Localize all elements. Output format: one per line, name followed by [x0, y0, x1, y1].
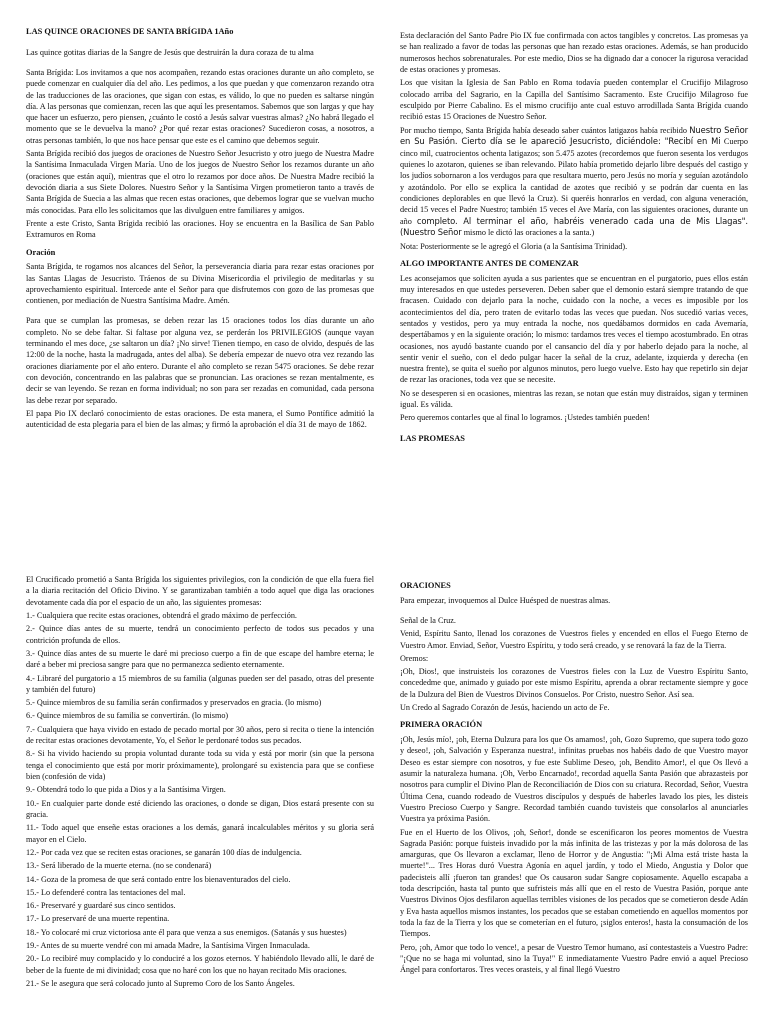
section-heading: ORACIONES [400, 581, 451, 590]
promise-list [26, 610, 374, 989]
promise-item: 6.- Quince miembros de su familia se convertirán. (lo mismo) [26, 711, 229, 721]
promise-item: 13.- Será liberado de la muerte eterna. (no se condenará) [26, 861, 212, 871]
promise-item: 7.- Cualquiera que haya vivido en estado de pecado mortal por 30 años, pero si recita o tiene la intención de recitar estas oraciones devotamente, Yo, el Señor le perdonaré todos sus pecados. [26, 724, 374, 746]
page-1 [26, 26, 374, 433]
promise-item: 21.- Se le asegura que será colocado junto al Supremo Coro de los Santo Ángeles. [26, 979, 295, 988]
paragraph: Pero queremos contarles que al final lo logramos. ¡Ustedes también pueden! [400, 413, 650, 423]
paragraph: ¡Oh, Dios!, que instruisteis los corazones de Vuestros fieles con la Luz de Vuestro Espíritu Santo, concededme que, animado y guiado por este mismo Espíritu, aprenda a obrar rectamente siempre y goce de la Dulzura del Bien de Vuestros Divinos Consuelos. Por Cristo, nuestro Señor. Así sea. [400, 667, 748, 699]
paragraph: Santa Brígida, te rogamos nos alcances del Señor, la perseverancia diaria para rezar estas oraciones por las Santas Llagas de Jesucristo. Tráenos de su Divina Misericordia el privilegio de meditarlas y su aprovechamiento espiritual. Intercede ante el Señor para que disfrutemos con gozo de las promesas que contienen, por mediación de Nuestra Santísima Madre. Amén. [26, 262, 374, 306]
document-title: LAS QUINCE ORACIONES DE SANTA BRÍGIDA 1Año [26, 27, 234, 36]
promise-item: 14.- Goza de la promesa de que será contado entre los bienaventurados del cielo. [26, 874, 291, 884]
paragraph: Pero, ¡oh, Amor que todo lo vence!, a pesar de Vuestro Temor humano, así contestasteis a Vuestro Padre: "¡Que no se haga mi voluntad, sino la Tuya!" E inmediatamente Vuestro Padre envió a aquel Precioso Ángel para confortaros. Tres veces orasteis, y al final llegó Vuestro [400, 942, 748, 975]
paragraph: ¡Oh, Jesús mío!, ¡oh, Eterna Dulzura para los que Os amamos!, ¡oh, Gozo Supremo, que supera todo gozo y deseo!, ¡oh, Salvación y Esperanza nuestra!, infinitas pruebas nos habéis dado de que Vuestro mayor Deseo es estar siempre con nosotros, y fue este Sublime Deseo, ¡oh, Bendito Amor!, el que Os llevó a asumir la naturaleza humana. ¡Oh, Verbo Encarnado!, recordad aquella Santa Pasión que abrazasteis por nosotros para cumplir el Divino Plan de Reconciliación de Dios con su criatura. Recordad, Señor, Vuestra Última Cena, cuando rodeado de Vuestros discípulos y después de haberles lavado los pies, les disteis Vuestro Precioso Cuerpo y Sangre. Recordad también cuando tuvisteis que consolarlos al anunciarles Vuestra ya próxima Pasión. [400, 735, 748, 824]
text-run: Por mucho tiempo, Santa Brígida había deseado saber cuántos latigazos había recibido [400, 125, 687, 135]
paragraph: Les aconsejamos que soliciten ayuda a sus parientes que se encuentran en el purgatorio, pues ellos están muy interesados en que ustedes perseveren. Deben saber que el demonio estará siempre tratando de que fracasen. Cuidado con dejarlo para la noche, cuidado con la noche, a veces es imposible por los acontecimientos del día, pero traten de evitarlo todas las veces que puedan. Nos sucedió varias veces, sentados y vestidos, pero ya muy entrada la noche, nos quedábamos dormidos en cada Avemaría, despertábamos y en la siguiente oración; lo mismo: tardamos tres veces el tiempo acostumbrado. En otras ocasiones, nos ayudó bastante cuando por el cansancio del día y por haberlo dejado para la noche, al sentir venir el sueño, con el dedo pulgar hacer la señal de la cruz, adelante, izquierda y derecha (en nuestra frente), se quita el sueño por algunos minutos, pero luego vuelve. Esto hay que repetirlo sin dejar de rezar las oraciones, toda vez que se necesite. [400, 273, 748, 385]
promise-item: 10.- En cualquier parte donde esté diciendo las oraciones, o donde se digan, Dios estará presente con su gracia. [26, 798, 374, 819]
page-3 [26, 574, 374, 991]
promise-item: 9.- Obtendrá todo lo que pida a Dios y a la Santísima Virgen. [26, 785, 226, 795]
paragraph: Señal de la Cruz. [400, 615, 456, 625]
promise-item: 12.- Por cada vez que se reciten estas oraciones, se ganarán 100 días de indulgencia. [26, 847, 302, 857]
paragraph: Esta declaración del Santo Padre Pio IX fue confirmada con actos tangibles y concretos. Las promesas ya se han realizado a favor de todas las personas que han rezado estas oraciones. Además, se han producido numerosos hechos sobrenaturales. Por este medio, Dios se ha dignado dar a conocer la rigurosa veracidad de estas oraciones y promesas. [400, 31, 748, 74]
handwritten-run: Nuestro Señor en Su Pasión. Cierto día se le apareció Jesucristo, diciéndole: "Recibí en Mi [400, 124, 749, 147]
paragraph: Santa Brígida recibió dos juegos de oraciones de Nuestro Señor Jesucristo y otro juego de Nuestra Madre la Santísima Inmaculada Virgen María. Uno de los juegos de Nuestro Señor los rezamos durante un año (oraciones que están aquí), mientras que el otro lo rezamos por doce años. De Nuestra Madre recibió la devoción diaria a sus Siete Dolores. Nuestro Señor y la Santísima Virgen prometieron tanto a través de Santa Brígida de Suecia a las almas que recen estas oraciones, que debemos lograr que se vuelvan mucho más conocidas. Para ello les solicitamos que las divulguen entre familiares y amigos. [26, 149, 374, 215]
paragraph: Oremos: [400, 653, 429, 663]
promise-item: 1.- Cualquiera que recite estas oraciones, obtendrá el grado máximo de perfección. [26, 610, 297, 620]
text-run: Cuerpo cinco mil, cuatrocientos ochenta latigazos; son 5.475 azotes (recordemos que fueron sesenta los verdugos quienes lo azotaron, quienes se iban relevando. Pilato había prometido dejarlo libre después del castigo y los judíos sobornaron a los verdugos para que resultara muerto, pero Jesús no moría y seguían azotándolo y azotándolo. Por ello se explica la cantidad de azotes que recibió y se podrán dar cuenta en las condiciones deplorables en que llevó la Cruz). Si queréis honrarlos en verdad, con alguna veneración, decid 15 veces el Padre Nuestro; también 15 veces el Ave María, con las siguientes oraciones, durante un año [400, 137, 748, 226]
promise-item: 19.- Antes de su muerte vendré con mi amada Madre, la Santísima Virgen Inmaculada. [26, 941, 310, 951]
handwritten-run: completo. Al terminar el año, habréis venerado cada una de Mis Llagas". (Nuestro Señor [400, 215, 748, 238]
promise-item: 8.- Si ha vivido haciendo su propia voluntad durante toda su vida y está por morir (sin que la persona tenga el conocimiento que está por morir próximamente), prolongaré su existencia para que se confiese bien (confesión de vida) [26, 749, 374, 781]
promise-item: 17.- Lo preservaré de una muerte repentina. [26, 914, 170, 924]
paragraph: Para que se cumplan las promesas, se deben rezar las 15 oraciones todos los días durante un año completo. No se debe faltar. Si faltase por alguna vez, se perderán los PRIVILEGIOS (aunque vayan terminando el mes doce, ¿se saltaron un día? ¡No sirve! Tienen tiempo, en caso de olvido, después de las 12:00 de la noche, hasta la madrugada, antes del alba). Se debería empezar de nuevo otra vez rezando las oraciones diariamente por el año entero. Durante el año completo se rezan 5475 oraciones. Se debe rezar con devoción, concentrando en las palabras que se pronuncian. Las oraciones se rezan mentalmente, es decir se van leyendo. Se rezan en forma individual; no son para ser rezadas en comunidad, cada persona las debe rezar por separado. [26, 316, 374, 405]
paragraph: No se desesperen si en ocasiones, mientras las rezan, se notan que están muy distraídos, sigan y terminen igual. Es válida. [400, 388, 748, 410]
promise-item: 15.- Lo defenderé contra las tentaciones del mal. [26, 887, 186, 897]
note: Nota: Posteriormente se le agregó el Gloria (a la Santísima Trinidad). [400, 241, 628, 251]
paragraph: Frente a este Cristo, Santa Brígida recibió las oraciones. Hoy se encuentra en la Basílica de San Pablo Extramuros en Roma [26, 218, 374, 240]
promise-item: 5.- Quince miembros de su familia serán confirmados y preservados en gracia. (lo mismo) [26, 698, 322, 708]
promise-item: 4.- Libraré del purgatorio a 15 miembros de su familia (algunas pueden ser del pasado, otras del presente y también del futuro) [26, 673, 374, 694]
paragraph: Para empezar, invoquemos al Dulce Huésped de nuestras almas. [400, 595, 611, 605]
section-heading: ALGO IMPORTANTE ANTES DE COMENZAR [400, 259, 579, 269]
paragraph: El Crucificado prometió a Santa Brígida los siguientes privilegios, con la condición de que ella fuera fiel a la diaria recitación del Oficio Divino. Y se garantizaban también a todo aquel que diga las oraciones devotamente cada día por el espacio de un año, las siguientes promesas: [26, 575, 374, 607]
page-4 [400, 574, 748, 978]
paragraph: Fue en el Huerto de los Olivos, ¡oh, Señor!, donde se escenificaron los peores momentos de Vuestra Sagrada Pasión: porque fuisteis invadido por la más infinita de las tristezas y por la más dolorosa de las amarguras, que Os llevaron a exclamar, lleno de Horror y de Angustia: "¡Mi Alma está triste hasta la muerte!"... Tres Horas duró Vuestra Agonía en aquel jardín, y todo el Miedo, Angustia y Dolor que padecisteis allí ¡fueron tan grandes! que Os causaron sudar Sangre copiosamente. Aquello escapaba a toda descripción, hasta tal punto que sufristeis más allí que en el resto de Vuestra Pasión, porque ante Vuestros Divinos Ojos desfilaron aquellas terribles visiones de los pecados que se cometieron desde Adán y Eva hasta aquellos mismos instantes, los pecados que se estaban cometiendo en aquellos momentos por toda la faz de la Tierra y los que se cometerían en el futuro, ¡siglos enteros!, hasta la consumación de los Tiempos. [400, 827, 748, 939]
paragraph: Un Credo al Sagrado Corazón de Jesús, haciendo un acto de Fe. [400, 703, 610, 713]
promise-item: 20.- Lo recibiré muy complacido y lo conduciré a los gozos eternos. Y habiéndolo llevado allí, le daré de beber de la fuente de mi divinidad; cosa que no haré con los que no hayan recitado Mis oraciones. [26, 954, 374, 975]
promise-item: 18.- Yo colocaré mi cruz victoriosa ante él para que venza a sus enemigos. (Satanás y sus huestes) [26, 927, 347, 937]
promise-item: 11.- Todo aquel que enseñe estas oraciones a los demás, ganará incalculables méritos y su gloria será mayor en el Cielo. [26, 823, 374, 844]
paragraph: Venid, Espíritu Santo, llenad los corazones de Vuestros fieles y encended en ellos el Fuego Eterno de Vuestro Amor. Enviad, Señor, Vuestro Espíritu, y todo será creado, y se renovará la faz de la Tierra. [400, 629, 748, 650]
paragraph: El papa Pio IX declaró conocimiento de estas oraciones. De esta manera, el Sumo Pontífice admitió la autenticidad de esta plegaria para el bien de las almas; y firmó la aprobación el día 31 de mayo de 1862. [26, 408, 374, 430]
section-heading: LAS PROMESAS [400, 433, 465, 443]
promise-item: 3.- Quince días antes de su muerte le daré mi precioso cuerpo a fin de que escape del hambre eterna; le daré a beber mi preciosa sangre para que no permanezca sediento eternamente. [26, 648, 374, 670]
text-run: mismo le dictó las oraciones a la santa.) [463, 228, 595, 238]
paragraph [400, 125, 748, 239]
page-2 [400, 30, 748, 447]
intro-line: Las quince gotitas diarias de la Sangre de Jesús que destruirán la dura coraza de tu alma [26, 47, 314, 57]
promise-item: 2.- Quince días antes de su muerte, tendrá un conocimiento perfecto de todos sus pecados y una contrición profunda de ellos. [26, 624, 374, 645]
paragraph: Los que visitan la Iglesia de San Pablo en Roma todavía pueden contemplar el Crucifijo Milagroso colocado arriba del Sagrario, en la Capilla del Santísimo Sacramento. Este Crucifijo Milagroso fue esculpido por Pierre Cabalino. Es el mismo crucifijo ante cual estuvo arrodillada Santa Brígida cuando recibió estas 15 Oraciones de Nuestro Señor. [400, 78, 748, 122]
oracion-heading: Oración [26, 247, 56, 257]
section-heading: PRIMERA ORACIÓN [400, 720, 483, 730]
paragraph: Santa Brígida: Los invitamos a que nos acompañen, rezando estas oraciones durante un año completo, se puede comenzar en cualquier día del año. Les pedimos, a los que puedan y que comenzaron rezando otra de las traducciones de las oraciones, que sigan con estas, es válido, lo que no pueden es saltarse ningún día. A las personas que comienzan, recen las que aquí les presentamos. Sabemos que son largas y que hay que hacer un esfuerzo, pero piensen, ¿cuánto le costó a Jesús salvar vuestras almas? ¿No habrá llegado el momento que se le devuelva la mano? ¿Por qué rezar estas oraciones? Sucedieron cosas, a nosotros, a otras personas también, lo que nos hace pensar que este es el camino que debemos seguir. [26, 67, 374, 145]
promise-item: 16.- Preservaré y guardaré sus cinco sentidos. [26, 901, 176, 911]
